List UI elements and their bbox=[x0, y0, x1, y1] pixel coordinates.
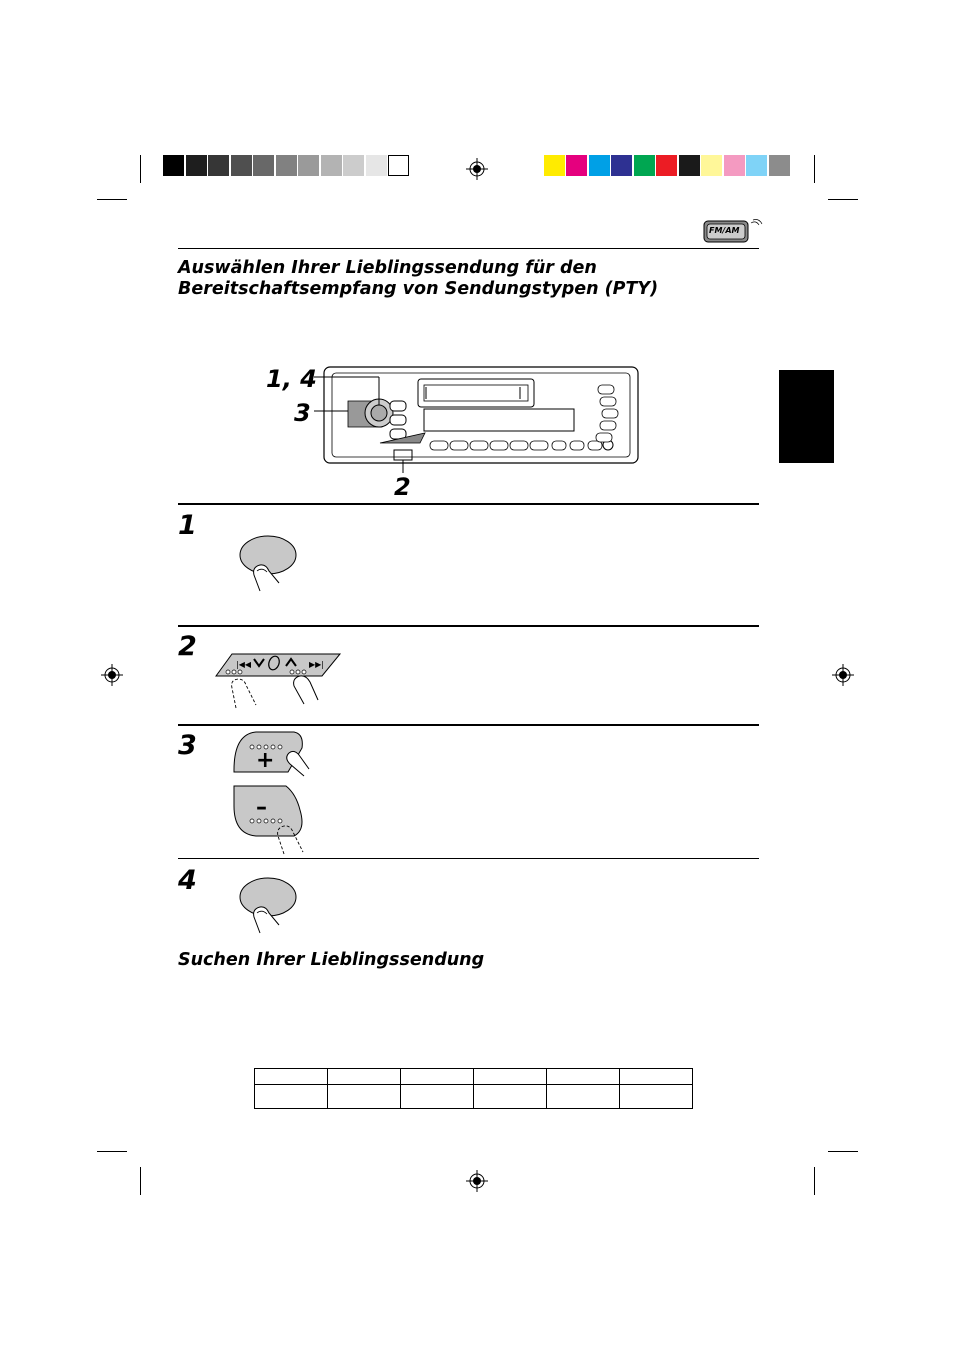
callout-1-4: 1, 4 bbox=[266, 365, 317, 393]
crop-mark bbox=[140, 1167, 141, 1195]
page-title bbox=[178, 258, 658, 300]
gray-swatch bbox=[321, 155, 342, 176]
color-swatch bbox=[701, 155, 722, 176]
gray-swatch bbox=[366, 155, 387, 176]
table-cell bbox=[255, 1069, 328, 1085]
registration-mark-icon bbox=[466, 158, 488, 180]
press-button-icon bbox=[240, 875, 300, 937]
step-4-rule bbox=[178, 858, 759, 859]
crop-mark bbox=[97, 199, 127, 200]
table-cell bbox=[474, 1069, 547, 1085]
svg-text:|◀◀: |◀◀ bbox=[236, 660, 251, 669]
volume-plus-minus-icon bbox=[232, 730, 310, 858]
color-swatch bbox=[679, 155, 700, 176]
step-2-number: 2 bbox=[178, 631, 197, 662]
fm-am-button-icon bbox=[703, 219, 749, 243]
step-3-rule bbox=[178, 724, 759, 726]
header-rule bbox=[178, 248, 759, 249]
svg-text:+: + bbox=[256, 748, 275, 773]
table-cell bbox=[401, 1085, 474, 1109]
table-cell bbox=[401, 1069, 474, 1085]
registration-mark-icon bbox=[466, 1170, 488, 1192]
gray-swatch bbox=[343, 155, 364, 176]
car-radio-panel-diagram bbox=[320, 365, 640, 465]
svg-text:▶▶|: ▶▶| bbox=[309, 660, 324, 669]
registration-mark-icon bbox=[101, 664, 123, 686]
fm-am-label: FM/AM bbox=[709, 226, 740, 235]
table-cell bbox=[474, 1085, 547, 1109]
table-cell bbox=[547, 1069, 620, 1085]
color-swatch bbox=[746, 155, 767, 176]
select-up-down-icon bbox=[212, 652, 342, 710]
crop-mark bbox=[828, 1151, 858, 1152]
table-row bbox=[255, 1085, 693, 1109]
color-swatch bbox=[544, 155, 565, 176]
step-1-number: 1 bbox=[178, 510, 197, 541]
color-swatch bbox=[769, 155, 790, 176]
gray-swatch bbox=[276, 155, 297, 176]
table-row bbox=[255, 1069, 693, 1085]
gray-swatch bbox=[163, 155, 184, 176]
table-cell bbox=[328, 1085, 401, 1109]
table-cell bbox=[328, 1069, 401, 1085]
gray-swatch bbox=[388, 155, 409, 176]
section-subheading: Suchen Ihrer Lieblingssendung bbox=[178, 950, 485, 970]
color-swatch bbox=[724, 155, 745, 176]
crop-mark bbox=[814, 155, 815, 183]
callout-3: 3 bbox=[294, 399, 311, 427]
crop-mark bbox=[140, 155, 141, 183]
title-line-1: Auswählen Ihrer Lieblingssendung für den bbox=[178, 258, 597, 278]
registration-mark-icon bbox=[832, 664, 854, 686]
gray-swatch bbox=[231, 155, 252, 176]
gray-swatch bbox=[186, 155, 207, 176]
pty-table bbox=[254, 1068, 693, 1109]
press-button-icon bbox=[240, 533, 300, 595]
crop-mark bbox=[828, 199, 858, 200]
crop-mark bbox=[97, 1151, 127, 1152]
color-swatch bbox=[611, 155, 632, 176]
color-swatch bbox=[634, 155, 655, 176]
title-line-2: Bereitschaftsempfang von Sendungstypen (PTY) bbox=[178, 279, 659, 299]
table-cell bbox=[620, 1069, 693, 1085]
gray-swatch bbox=[253, 155, 274, 176]
language-tab bbox=[779, 370, 834, 463]
step-4-number: 4 bbox=[178, 865, 197, 896]
step-1-rule bbox=[178, 503, 759, 505]
table-cell bbox=[255, 1085, 328, 1109]
table-cell bbox=[547, 1085, 620, 1109]
svg-text:–: – bbox=[256, 795, 267, 820]
step-2-rule bbox=[178, 625, 759, 627]
color-swatch bbox=[656, 155, 677, 176]
step-3-number: 3 bbox=[178, 730, 197, 761]
callout-2: 2 bbox=[394, 473, 411, 501]
color-swatch bbox=[566, 155, 587, 176]
gray-swatch bbox=[298, 155, 319, 176]
gray-swatch bbox=[208, 155, 229, 176]
color-swatch bbox=[589, 155, 610, 176]
crop-mark bbox=[814, 1167, 815, 1195]
table-cell bbox=[620, 1085, 693, 1109]
